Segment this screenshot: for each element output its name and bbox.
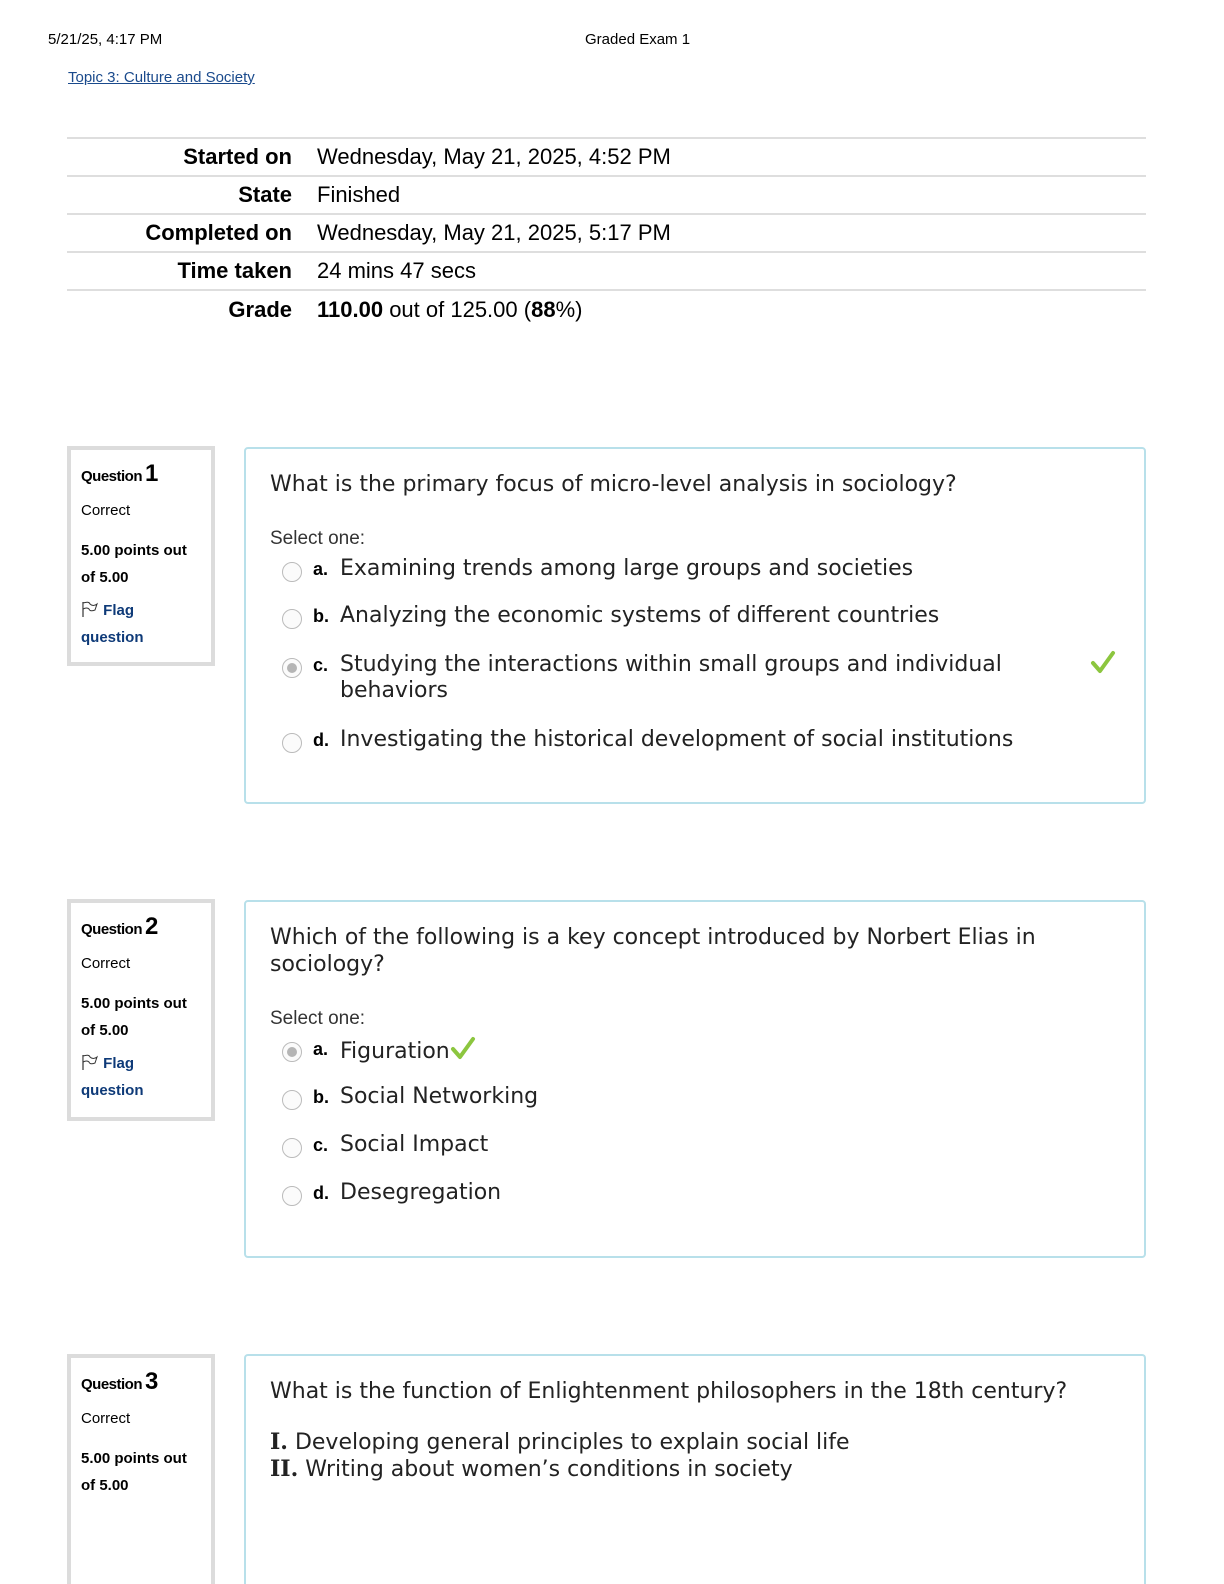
question-label: Question — [81, 1376, 143, 1393]
question-state: Correct — [81, 955, 131, 972]
answer-options — [270, 556, 1120, 767]
print-date: 5/21/25, 4:17 PM — [48, 31, 163, 48]
question-state: Correct — [81, 502, 131, 519]
statement-numeral: I. — [270, 1429, 288, 1455]
option-letter: d. — [313, 730, 329, 750]
option-letter: a. — [313, 1039, 329, 1059]
radio-button[interactable] — [282, 609, 302, 629]
flag-label[interactable]: Flag — [103, 1055, 135, 1072]
option-letter: c. — [313, 655, 329, 675]
flag-question-link[interactable] — [81, 1050, 201, 1104]
option-text: Social Impact — [340, 1132, 489, 1157]
answer-options — [270, 1036, 1120, 1220]
option-text: Investigating the historical development of social institutions — [340, 727, 1014, 752]
answer-option[interactable] — [270, 603, 1120, 652]
question-number — [81, 913, 201, 941]
statement — [270, 1456, 1120, 1483]
option-text: Social Networking — [340, 1084, 539, 1109]
radio-button[interactable] — [282, 733, 302, 753]
statement-numeral: II. — [270, 1456, 299, 1482]
option-letter: a. — [313, 559, 329, 579]
statement-list — [270, 1429, 1120, 1483]
radio-button[interactable] — [282, 1186, 302, 1206]
option-text-value: Figuration — [340, 1039, 450, 1064]
summary-label: State — [238, 182, 292, 207]
summary-row-grade — [67, 291, 1146, 329]
question-text: Which of the following is a key concept introduced by Norbert Elias in sociology? — [270, 925, 1036, 977]
question-grade — [81, 537, 201, 591]
option-letter: d. — [313, 1183, 329, 1203]
attempt-summary-table — [67, 137, 1146, 329]
check-icon — [1090, 650, 1116, 676]
select-one-prompt: Select one: — [270, 528, 366, 549]
radio-button[interactable] — [282, 1138, 302, 1158]
print-title: Graded Exam 1 — [585, 31, 691, 48]
points-line: of 5.00 — [81, 569, 129, 586]
summary-value: 24 mins 47 secs — [317, 258, 476, 283]
summary-value: Finished — [317, 182, 401, 207]
option-text: Examining trends among large groups and societies — [340, 556, 914, 581]
answer-option-selected[interactable] — [270, 1036, 1120, 1084]
question-label: Question — [81, 468, 143, 485]
points-line: 5.00 points out — [81, 995, 187, 1012]
topic-breadcrumb-link[interactable]: Topic 3: Culture and Society — [68, 69, 255, 86]
question-content-2 — [244, 900, 1146, 1258]
answer-option[interactable] — [270, 727, 1120, 767]
statement-text: Developing general principles to explain social life — [287, 1430, 850, 1455]
radio-button-checked[interactable] — [282, 658, 302, 678]
question-content-3 — [244, 1354, 1146, 1584]
question-info-1 — [67, 446, 215, 666]
flag-icon — [81, 1054, 99, 1070]
summary-value: Wednesday, May 21, 2025, 5:17 PM — [317, 220, 671, 245]
question-number-value: 2 — [145, 913, 158, 940]
summary-label: Grade — [228, 297, 292, 322]
question-label: Question — [81, 921, 143, 938]
points-line: 5.00 points out — [81, 542, 187, 559]
radio-button[interactable] — [282, 1090, 302, 1110]
option-text: Desegregation — [340, 1180, 502, 1205]
answer-option[interactable] — [270, 1084, 1120, 1132]
question-number-value: 3 — [145, 1368, 158, 1395]
summary-label: Time taken — [177, 258, 292, 283]
points-line: of 5.00 — [81, 1022, 129, 1039]
question-state: Correct — [81, 1410, 131, 1427]
question-grade — [81, 1445, 201, 1499]
option-letter: b. — [313, 606, 329, 626]
answer-option[interactable] — [270, 1132, 1120, 1180]
option-letter: b. — [313, 1087, 329, 1107]
summary-label: Completed on — [145, 220, 292, 245]
answer-option[interactable] — [270, 1180, 1120, 1220]
summary-row-completed — [67, 215, 1146, 253]
flag-label[interactable]: question — [81, 629, 144, 646]
answer-option-selected[interactable] — [270, 652, 1120, 727]
summary-row-state — [67, 177, 1146, 215]
option-letter: c. — [313, 1135, 329, 1155]
grade-percent: 88 — [531, 297, 556, 322]
radio-button[interactable] — [282, 562, 302, 582]
summary-row-started — [67, 139, 1146, 177]
question-info-2 — [67, 899, 215, 1121]
check-icon — [450, 1036, 476, 1062]
summary-label: Started on — [183, 144, 292, 169]
points-line: 5.00 points out — [81, 1450, 187, 1467]
option-text: Studying the interactions within small groups and individual behaviors — [340, 652, 1002, 703]
question-text: What is the function of Enlightenment philosophers in the 18th century? — [270, 1379, 1068, 1404]
select-one-prompt: Select one: — [270, 1008, 366, 1029]
question-number — [81, 1368, 201, 1396]
answer-option[interactable] — [270, 556, 1120, 603]
grade-score: 110.00 — [317, 297, 384, 322]
radio-button-checked[interactable] — [282, 1042, 302, 1062]
question-info-3 — [67, 1354, 215, 1584]
question-number — [81, 460, 201, 488]
question-grade — [81, 990, 201, 1044]
statement-text: Writing about women’s conditions in society — [298, 1457, 793, 1482]
summary-value: Wednesday, May 21, 2025, 4:52 PM — [317, 144, 671, 169]
option-text: Analyzing the economic systems of different countries — [340, 603, 940, 628]
grade-value — [292, 297, 582, 323]
grade-close: %) — [555, 297, 583, 322]
summary-row-time — [67, 253, 1146, 291]
statement — [270, 1429, 1120, 1456]
option-text — [340, 1036, 476, 1065]
question-number-value: 1 — [145, 460, 158, 487]
flag-label[interactable]: Flag — [103, 602, 135, 619]
grade-outof: out of 125.00 ( — [383, 297, 532, 322]
question-text: What is the primary focus of micro-level analysis in sociology? — [270, 472, 957, 497]
question-content-1 — [244, 447, 1146, 804]
flag-icon — [81, 601, 99, 617]
flag-label[interactable]: question — [81, 1082, 144, 1099]
points-line: of 5.00 — [81, 1477, 129, 1494]
flag-question-link[interactable] — [81, 597, 201, 651]
